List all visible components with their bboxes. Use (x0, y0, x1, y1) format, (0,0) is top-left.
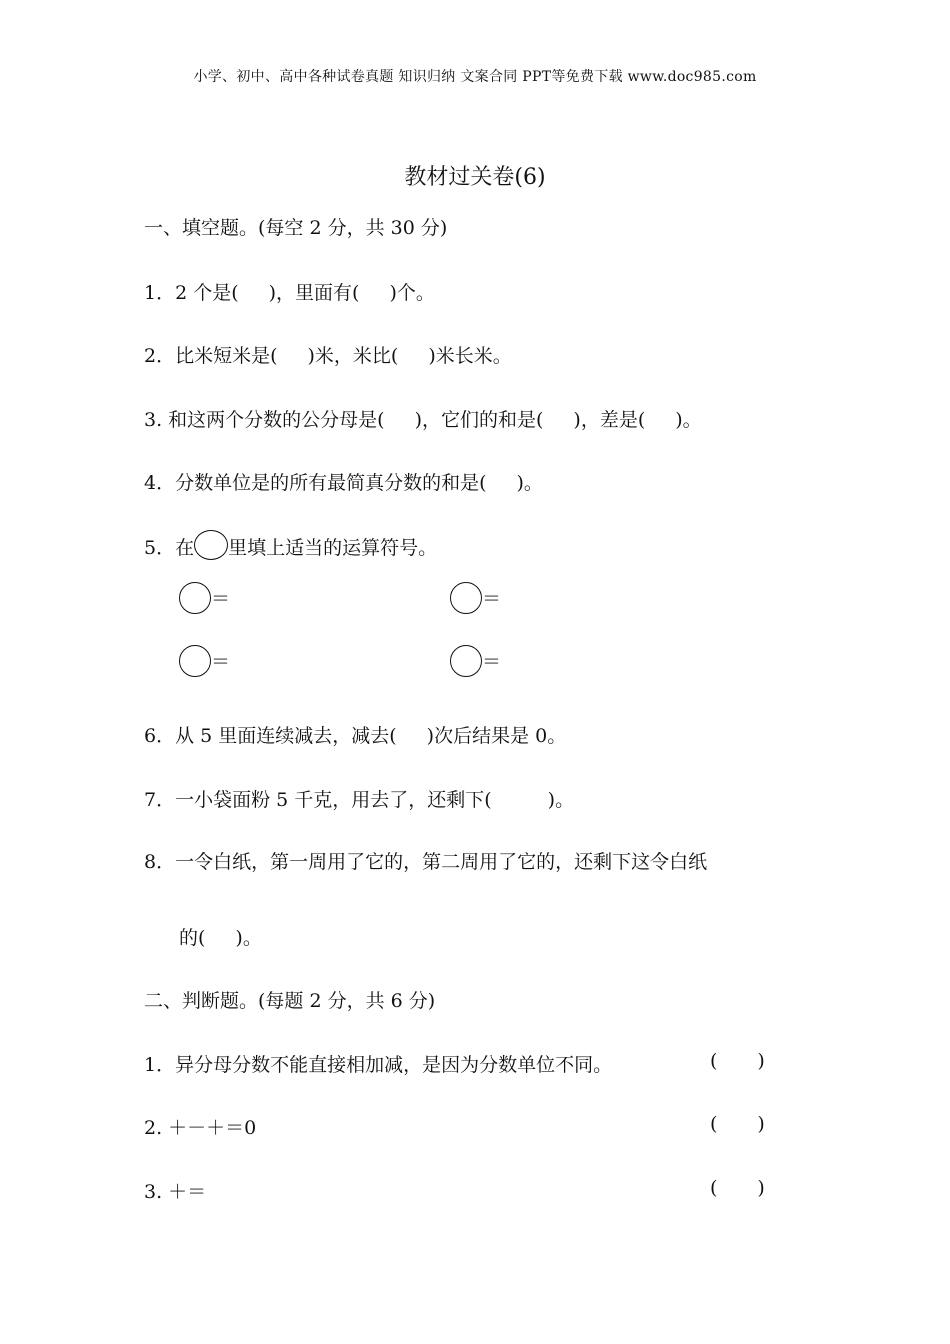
bracket-open: ( (710, 1113, 718, 1135)
circle-blank[interactable] (450, 645, 482, 677)
q8-part-b: )。 (235, 927, 262, 949)
q4-part-a: 4．分数单位是的所有最简真分数的和是( (144, 472, 487, 494)
q3-part-c: )，差是( (573, 409, 646, 431)
question-3 (144, 405, 702, 432)
operator-slot-1[interactable] (179, 582, 230, 614)
question-8-line2 (179, 923, 262, 950)
question-4 (144, 468, 543, 495)
circle-blank[interactable] (450, 582, 482, 614)
q3-part-d: )。 (675, 409, 702, 431)
question-7 (144, 785, 574, 812)
q4-part-b: )。 (516, 472, 543, 494)
equals-sign: ＝ (211, 651, 231, 673)
circle-blank[interactable] (179, 645, 211, 677)
q7-part-b: )。 (547, 789, 575, 811)
q6-part-a: 6．从 5 里面连续减去，减去( (144, 725, 397, 747)
judge-item-1: 1．异分母分数不能直接相加减，是因为分数单位不同。 (144, 1054, 613, 1076)
question-5 (144, 530, 437, 560)
q1-part-a: 1．2 个是( (144, 282, 239, 304)
bracket-close: ) (757, 1050, 765, 1072)
q6-part-b: )次后结果是 0。 (426, 725, 567, 747)
q1-part-b: )，里面有( (268, 282, 360, 304)
question-6 (144, 721, 566, 748)
q5-part-b: 里填上适当的运算符号。 (228, 537, 438, 559)
judge-item-3: 3. ＋＝ (144, 1181, 207, 1203)
bracket-open: ( (710, 1177, 718, 1199)
operator-slot-4[interactable] (450, 645, 501, 677)
q3-part-a: 3. 和这两个分数的公分母是( (144, 409, 385, 431)
page-title: 教材过关卷(6) (404, 165, 546, 190)
q8-part-a: 的( (179, 927, 206, 949)
equals-sign: ＝ (482, 588, 502, 610)
bracket-close: ) (757, 1177, 765, 1199)
operator-slot-3[interactable] (179, 645, 230, 677)
circle-blank[interactable] (179, 582, 211, 614)
judge-item-2: 2. ＋－＋＝0 (144, 1117, 257, 1139)
judge-answer-box-2[interactable] (710, 1113, 765, 1135)
q5-part-a: 5．在 (144, 537, 195, 559)
page-header: 小学、初中、高中各种试卷真题 知识归纳 文案合同 PPT等免费下载 www.doc985.com (193, 69, 757, 85)
judge-answer-box-1[interactable] (710, 1050, 765, 1072)
question-8-line1: 8．一令白纸，第一周用了它的，第二周用了它的，还剩下这令白纸 (144, 851, 708, 873)
operator-slot-2[interactable] (450, 582, 501, 614)
equals-sign: ＝ (482, 651, 502, 673)
bracket-open: ( (710, 1050, 718, 1072)
q7-part-a: 7．一小袋面粉 5 千克，用去了，还剩下( (144, 789, 492, 811)
q2-part-c: )米长米。 (428, 345, 512, 367)
section2-heading: 二、判断题。(每题 2 分，共 6 分) (144, 990, 436, 1012)
question-2 (144, 341, 512, 368)
judge-answer-box-3[interactable] (710, 1177, 765, 1199)
q1-part-c: )个。 (389, 282, 435, 304)
bracket-close: ) (757, 1113, 765, 1135)
circle-icon (194, 530, 228, 560)
section1-heading: 一、填空题。(每空 2 分，共 30 分) (144, 217, 448, 239)
equals-sign: ＝ (211, 588, 231, 610)
q2-part-b: )米，米比( (307, 345, 399, 367)
question-1 (144, 278, 435, 305)
q2-part-a: 2．比米短米是( (144, 345, 278, 367)
q3-part-b: )，它们的和是( (414, 409, 544, 431)
